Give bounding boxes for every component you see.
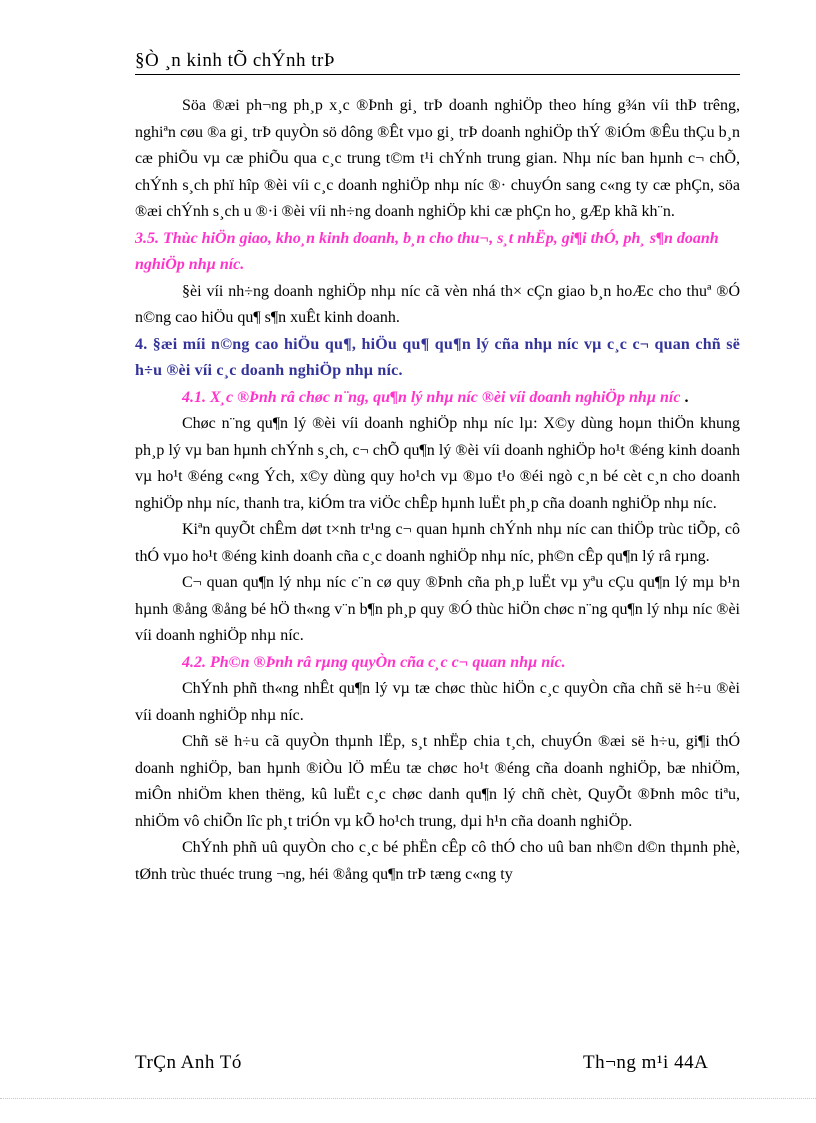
footer-author: TrÇn Anh Tó: [135, 1052, 242, 1073]
section-heading-4: 4. §æi míi n©ng cao hiÖu qu¶, hiÖu qu¶ qu¶n lý cña nhµ níc vµ c¸c c¬ quan chñ së h÷u ®èi víi c¸c doanh nghiÖp nhµ níc.: [135, 335, 740, 379]
paragraph-management-functions: Chøc n¨ng qu¶n lý ®èi víi doanh nghiÖp nhµ níc lµ: X©y dùng hoµn thiÖn khung ph¸p lý vµ ban hµnh chÝnh s¸ch, c¬ chÕ qu¶n lý ®èi víi doanh nghiÖp ho¹t ®éng kinh doanh vµ ho¹t ®éng c«ng Ých, x©y dùng quy ho¹ch vµ ®µo t¹o ®éi ngò c¸n bé cèt c¸n cho doanh nghiÖp nhµ níc, thanh tra, kiÓm tra viÖc chÊp hµnh luËt ph¸p cña doanh nghiÖp nhµ níc.: [135, 415, 740, 512]
section-heading-4-1-tail: .: [680, 388, 689, 406]
footer-class: Th¬ng m¹i 44A: [583, 1052, 709, 1073]
header-divider: [135, 74, 740, 75]
section-heading-4-2: 4.2. Ph©n ®Þnh râ rµng quyÒn cña c¸c c¬ quan nhµ níc.: [182, 653, 566, 671]
paragraph-pricing-reform: Söa ®æi ph¬ng ph¸p x¸c ®Þnh gi¸ trÞ doanh nghiÖp theo híng g¾n víi thÞ trêng, nghiªn cøu ®a gi¸ trÞ quyÒn sö dông ®Êt vµo gi¸ trÞ doanh nghiÖp thÝ ®iÓm ®Êu thÇu b¸n cæ phiÕu vµ cæ phiÕu qua c¸c trung t©m t¹i chÝnh trung gian. Nhµ níc ban hµnh c¬ chÕ, chÝnh s¸ch phï hîp ®èi víi c¸c doanh nghiÖp nhµ níc ®· chuyÓn sang c«ng ty cæ phÇn, söa ®æi chÝnh s¸ch u ®·i ®èi víi nh÷ng doanh nghiÖp khi cæ phÇn ho¸ gÆp khã kh¨n.: [135, 97, 740, 220]
document-body: [135, 93, 740, 888]
paragraph-delegation: ChÝnh phñ uû quyÒn cho c¸c bé phËn cÊp cô thÓ cho uû ban nh©n d©n thµnh phè, tØnh trùc thuéc trung ¬ng, héi ®ång qu¶n trÞ tæng c«ng ty: [135, 839, 740, 883]
section-heading-3-5: 3.5. Thùc hiÖn giao, kho¸n kinh doanh, b¸n cho thu¬, s¸t nhËp, gi¶i thÓ, ph¸ s¶n doanh nghiÖp nhµ níc.: [135, 229, 719, 273]
page-header: §Ò ¸n kinh tÕ chÝnh trÞ: [135, 50, 335, 71]
paragraph-government-role: ChÝnh phñ th«ng nhÊt qu¶n lý vµ tæ chøc thùc hiÖn c¸c quyÒn cña chñ së h÷u ®èi víi doanh nghiÖp nhµ níc.: [135, 680, 740, 724]
page-bottom-divider: [0, 1098, 816, 1099]
paragraph-legal-documents: C¬ quan qu¶n lý nhµ níc c¨n cø quy ®Þnh cña ph¸p luËt vµ yªu cÇu qu¶n lý mµ b¹n hµnh ®ång ®ång bé hÖ th«ng v¨n b¶n ph¸p quy ®Ó thùc hiÖn chøc n¨ng qu¶n lý nhµ níc ®èi víi doanh nghiÖp nhµ níc.: [135, 574, 740, 644]
section-heading-4-1: [135, 385, 740, 412]
section-heading-4-1-text: 4.1. X¸c ®Þnh râ chøc n¨ng, qu¶n lý nhµ níc ®èi víi doanh nghiÖp nhµ níc: [182, 388, 681, 406]
paragraph-owner-rights: Chñ së h÷u cã quyÒn thµnh lËp, s¸t nhËp chia t¸ch, chuyÓn ®æi së h÷u, gi¶i thÓ doanh nghiÖp, ban hµnh ®iÒu lÖ mÉu tæ chøc ho¹t ®éng cña doanh nghiÖp, bæ nhiÖm, miÔn nhiÖm khen thëng, kû luËt c¸c chøc danh qu¶n lý chñ chèt, QuyÕt ®Þnh môc tiªu, nhiÖm vô chiÕn lîc ph¸t triÓn vµ kÕ ho¹ch trung, dµi h¹n cña doanh nghiÖp.: [135, 733, 740, 830]
paragraph-small-enterprises: §èi víi nh÷ng doanh nghiÖp nhµ níc cã vèn nhá th× cÇn giao b¸n hoÆc cho thuª ®Ó n©ng cao hiÖu qu¶ s¶n xuÊt kinh doanh.: [135, 282, 740, 326]
paragraph-end-intervention: Kiªn quyÕt chÊm døt t×nh tr¹ng c¬ quan hµnh chÝnh nhµ níc can thiÖp trùc tiÕp, cô thÓ vµo ho¹t ®éng kinh doanh cña c¸c doanh nghiÖp nhµ níc, ph©n cÊp qu¶n lý râ rµng.: [135, 521, 740, 565]
